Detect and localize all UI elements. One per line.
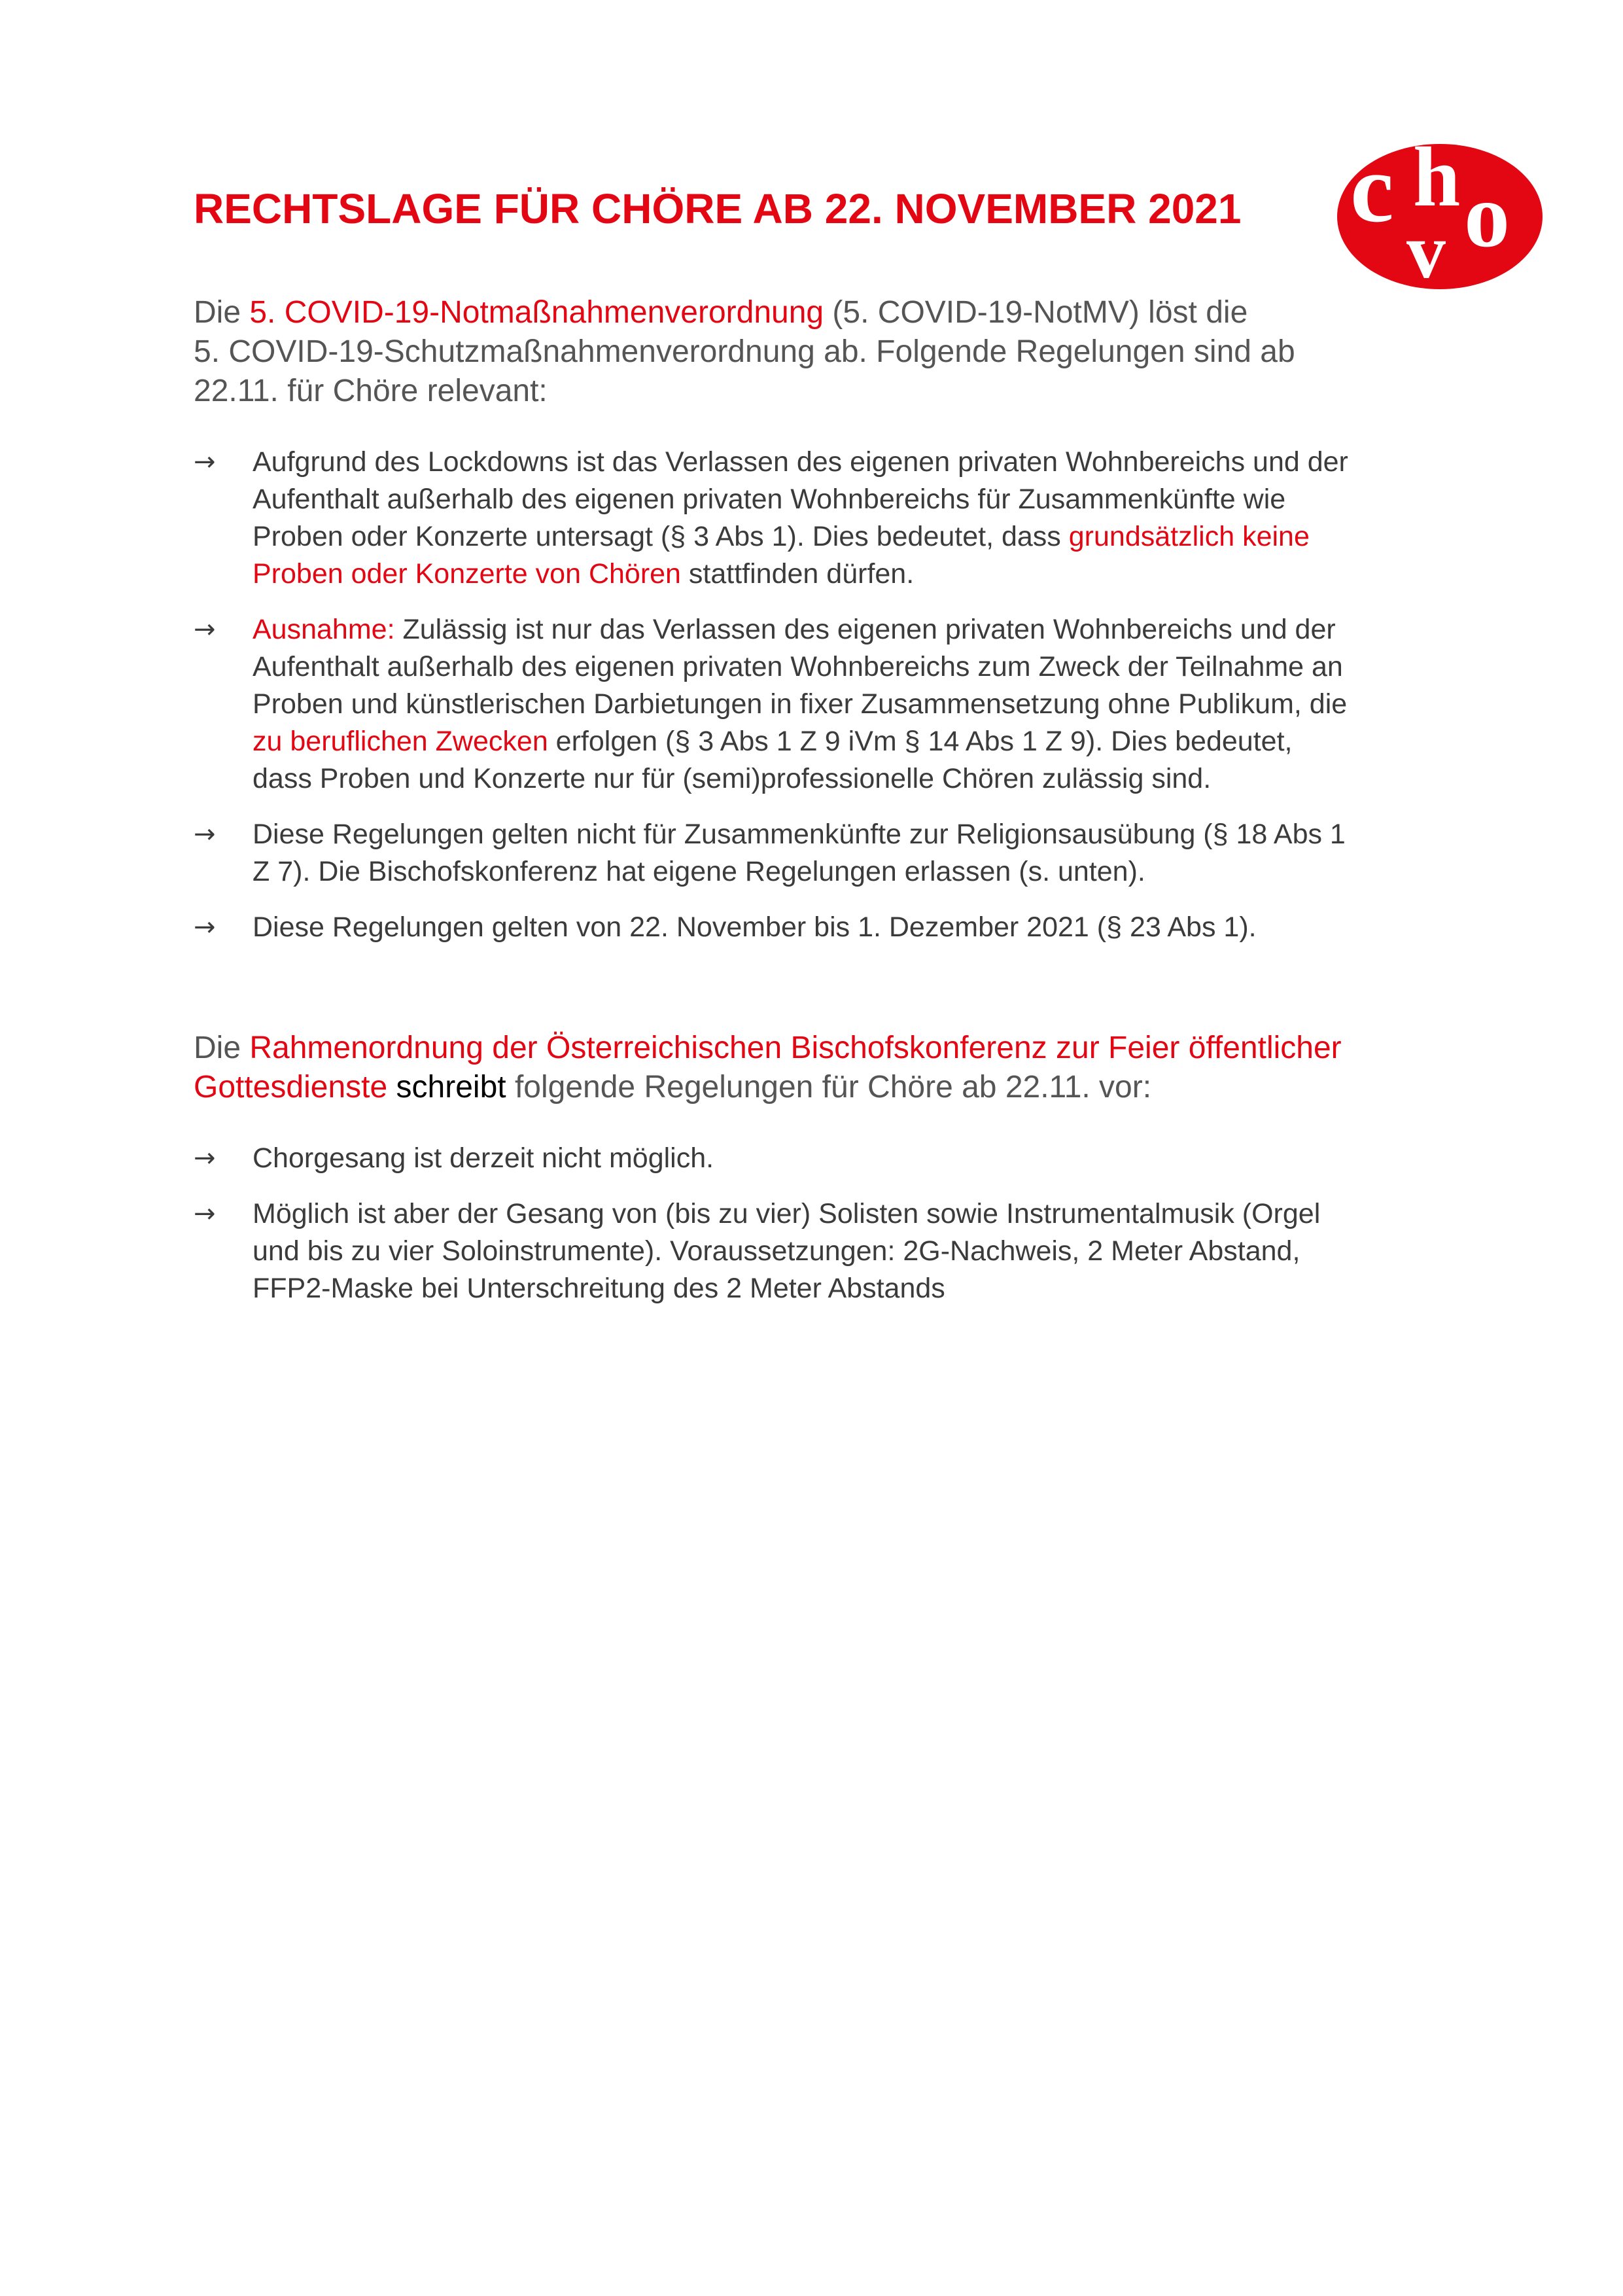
arrow-icon: → <box>194 1143 216 1173</box>
section-notmv-intro: Die 5. COVID-19-Notmaßnahmenverordnung (5. COVID-19-NotMV) löst die 5. COVID-19-Schutzmaßnahmenverordnung ab. Folgende Regelungen sind ab 22.11. für Chöre relevant: <box>194 295 1295 408</box>
rahmenordnung-link[interactable]: Rahmenordnung der Österreichischen Bischofskonferenz zur Feier öffentlicher <box>249 1031 1342 1065</box>
page-title: RECHTSLAGE FÜR CHÖRE AB 22. NOVEMBER 2021 <box>194 185 1242 232</box>
list-item: → Diese Regelungen gelten nicht für Zusammenkünfte zur Religionsausübung (§ 18 Abs 1 Z 7). Die Bischofskonferenz hat eigene Regelungen erlassen (s. unten). <box>194 816 1437 891</box>
svg-text:v: v <box>1406 207 1446 291</box>
arrow-icon: → <box>194 447 216 477</box>
section-bischofskonferenz <box>194 1029 1437 1326</box>
chvo-logo <box>1336 143 1544 291</box>
list-item: → Ausnahme: Zulässig ist nur das Verlassen des eigenen privaten Wohnbereichs und der Aufenthalt außerhalb des eigenen privaten Wohnbereichs zum Zweck der Teilnahme an Proben und künstlerischen Darbietungen in fixer Zusammensetzung ohne Publikum, die zu beruflichen Zwecken erfolgen (§ 3 Abs 1 Z 9 iVm § 14 Abs 1 Z 9). Dies bedeutet, dass Proben und Konzerte nur für (semi)professionelle Chören zulässig sind. <box>194 611 1437 798</box>
svg-text:c: c <box>1350 143 1394 243</box>
list-item: → Diese Regelungen gelten von 22. November bis 1. Dezember 2021 (§ 23 Abs 1). <box>194 909 1437 946</box>
bischofskonferenz-bullet-list <box>194 1140 1437 1307</box>
list-item: → Aufgrund des Lockdowns ist das Verlassen des eigenen privaten Wohnbereichs und der Aufenthalt außerhalb des eigenen privaten Wohnbereichs für Zusammenkünfte wie Proben oder Konzerte untersagt (§ 3 Abs 1). Dies bedeutet, dass grundsätzlich keine Proben oder Konzerte von Chören stattfinden dürfen. <box>194 444 1437 593</box>
arrow-icon: → <box>194 819 216 849</box>
list-item: → Möglich ist aber der Gesang von (bis zu vier) Solisten sowie Instrumentalmusik (Orgel und bis zu vier Soloinstrumente). Voraussetzungen: 2G-Nachweis, 2 Meter Abstand, FFP2-Maske bei Unterschreitung des 2 Meter Abstands <box>194 1195 1437 1307</box>
arrow-icon: → <box>194 1199 216 1229</box>
list-item: → Chorgesang ist derzeit nicht möglich. <box>194 1140 1437 1177</box>
section-notmv <box>194 293 1437 964</box>
svg-text:o: o <box>1464 165 1510 266</box>
notmv-link[interactable]: 5. COVID-19-Notmaßnahmenverordnung <box>249 295 824 330</box>
svg-text:h: h <box>1413 143 1461 224</box>
gottesdienste-link[interactable]: Gottesdienste <box>194 1070 388 1104</box>
section-bischofskonferenz-intro: Die Rahmenordnung der Österreichischen Bischofskonferenz zur Feier öffentlicher Gottesdienste schreibt folgende Regelungen für Chöre ab 22.11. vor: <box>194 1031 1342 1104</box>
arrow-icon: → <box>194 912 216 942</box>
arrow-icon: → <box>194 614 216 645</box>
notmv-bullet-list <box>194 444 1437 946</box>
